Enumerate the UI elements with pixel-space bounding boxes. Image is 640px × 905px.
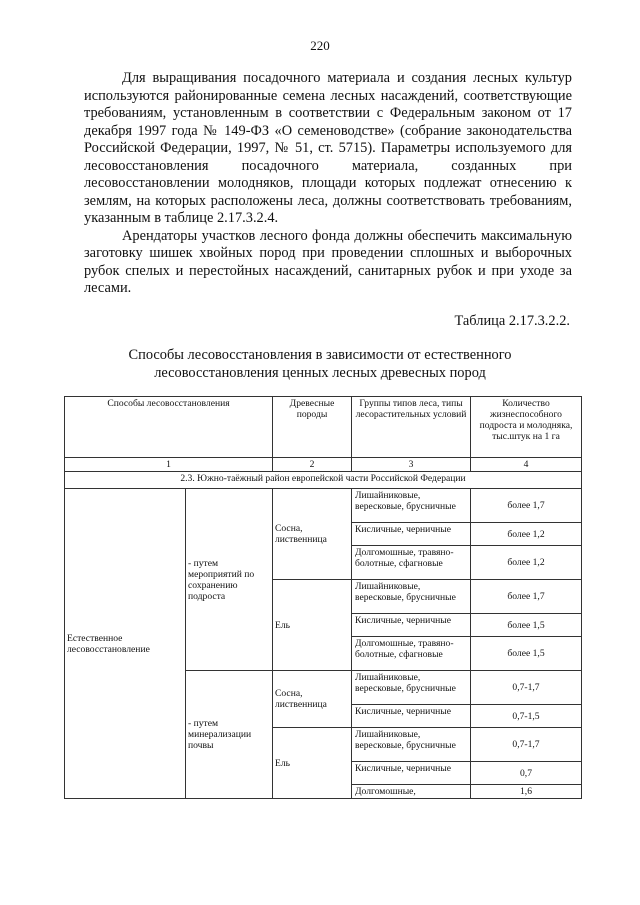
paragraph-tenants: Арендаторы участков лесного фонда должны обеспечить максимальную заготовку шишек хвойных пород при проведении сплошных и выборочных рубок спелых и перестойных насаждений, санитарных рубок и при уходе за лесами. xyxy=(84,227,572,296)
species-spruce-2: Ель xyxy=(273,728,352,799)
quantity-value: более 1,5 xyxy=(471,637,582,671)
table-caption xyxy=(0,346,640,382)
quantity-value: 1,6 xyxy=(471,785,582,799)
forest-type-lichen: Лишайниковые, вересковые, брусничные xyxy=(352,728,471,762)
method-soil-mineralization: - путем минерализации почвы xyxy=(186,671,273,799)
column-number-4: 4 xyxy=(471,458,582,472)
quantity-value: 0,7-1,5 xyxy=(471,705,582,728)
forest-type-sorrel: Кисличные, черничные xyxy=(352,614,471,637)
caption-line-1: Способы лесовосстановления в зависимости от естественного xyxy=(128,347,512,363)
species-spruce-1: Ель xyxy=(273,580,352,671)
column-number-row xyxy=(65,458,582,472)
forest-type-sorrel: Кисличные, черничные xyxy=(352,762,471,785)
quantity-value: 0,7-1,7 xyxy=(471,671,582,705)
header-quantity: Количество жизнеспособного подроста и молодняка, тыс.штук на 1 га xyxy=(471,397,582,458)
quantity-value: более 1,2 xyxy=(471,523,582,546)
forest-type-lichen: Лишайниковые, вересковые, брусничные xyxy=(352,671,471,705)
table-reference: Таблица 2.17.3.2.2. xyxy=(454,313,570,329)
paragraph-seeds: Для выращивания посадочного материала и создания лесных культур используются районированные семена лесных насаждений, соответствующие требованиям, установленным в соответствии с Федеральным законом от 17 декабря 1997 года № 149-ФЗ «О семеноводстве» (собрание законодательства Российской Федерации, 1997, № 51, ст. 5715). Параметры используемого для лесовосстановления посадочного материала, созданных при лесовосстановлении молодняков, площади которых подлежат отнесению к землям, на которых расположены леса, должны соответствовать требованиям, указанным в таблице 2.17.3.2.4. xyxy=(84,70,572,226)
page-number: 220 xyxy=(310,38,330,53)
quantity-value: более 1,2 xyxy=(471,546,582,580)
forest-type-sorrel: Кисличные, черничные xyxy=(352,705,471,728)
forest-type-lichen: Лишайниковые, вересковые, брусничные xyxy=(352,580,471,614)
species-pine-larch-1: Сосна, лиственница xyxy=(273,489,352,580)
caption-line-2: лесовосстановления ценных лесных древесных пород xyxy=(154,365,486,381)
column-number-1: 1 xyxy=(65,458,273,472)
region-title: 2.3. Южно-таёжный район европейской части Российской Федерации xyxy=(65,472,582,489)
quantity-value: более 1,5 xyxy=(471,614,582,637)
column-number-3: 3 xyxy=(352,458,471,472)
region-row xyxy=(65,472,582,489)
header-methods: Способы лесовосстановления xyxy=(65,397,273,458)
method-preserve-undergrowth: - путем мероприятий по сохранению подроста xyxy=(186,489,273,671)
forest-type-sorrel: Кисличные, черничные xyxy=(352,523,471,546)
restoration-type: Естественное лесовосстановление xyxy=(65,489,186,799)
quantity-value: 0,7-1,7 xyxy=(471,728,582,762)
header-forest-types: Группы типов леса, типы лесорастительных условий xyxy=(352,397,471,458)
table-row xyxy=(65,489,582,523)
forest-type-moss: Долгомошные, травяно-болотные, сфагновые xyxy=(352,637,471,671)
reforestation-table xyxy=(64,396,582,799)
table-header-row xyxy=(65,397,582,458)
header-species: Древесные породы xyxy=(273,397,352,458)
species-pine-larch-2: Сосна, лиственница xyxy=(273,671,352,728)
quantity-value: более 1,7 xyxy=(471,580,582,614)
body-text xyxy=(84,70,572,298)
forest-type-lichen: Лишайниковые, вересковые, брусничные xyxy=(352,489,471,523)
forest-type-moss-partial: Долгомошные, xyxy=(352,785,471,799)
column-number-2: 2 xyxy=(273,458,352,472)
quantity-value: 0,7 xyxy=(471,762,582,785)
forest-type-moss: Долгомошные, травяно-болотные, сфагновые xyxy=(352,546,471,580)
quantity-value: более 1,7 xyxy=(471,489,582,523)
